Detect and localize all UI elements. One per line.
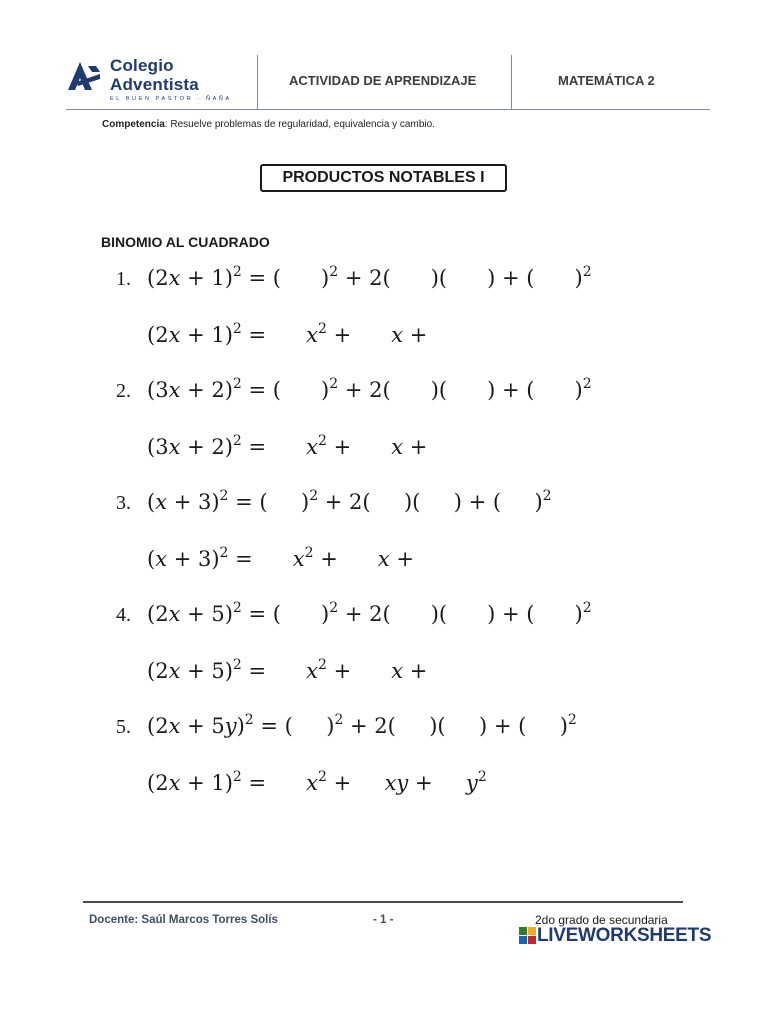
header-divider [257, 55, 258, 109]
header-rule [66, 109, 710, 110]
logo-text-adventista: Adventista [110, 75, 199, 94]
exercise-3-result: $(x + 3)^2$ = $x^2$ + x + [147, 545, 415, 571]
footer-rule [83, 901, 683, 903]
page-number: - 1 - [373, 914, 394, 926]
exercise-4-expansion: $(2x + 5)^2$ = ( )$^2$ + 2( )( ) + ( )$^2$ [147, 600, 592, 626]
school-logo-icon [66, 60, 102, 92]
exercise-5-expansion: $(2x + 5y)^2$ = ( )$^2$ + 2( )( ) + ( )$^2$ [147, 712, 577, 738]
logo-tagline: EL BUEN PASTOR · ÑAÑA [110, 96, 232, 102]
exercise-1-number: 1. [116, 268, 131, 290]
exercise-3-expansion: $(x + 3)^2$ = ( )$^2$ + 2( )( ) + ( )$^2$ [147, 488, 552, 514]
competencia-text: : Resuelve problemas de regularidad, equivalencia y cambio. [164, 119, 435, 130]
exercise-5-result: $(2x + 1)^2$ = $x^2$ + xy + $y^2$ [147, 769, 487, 795]
exercise-4-number: 4. [116, 604, 131, 626]
teacher-name: Docente: Saúl Marcos Torres Solís [89, 914, 278, 926]
exercise-3-number: 3. [116, 492, 131, 514]
logo-text-colegio: Colegio [110, 56, 174, 75]
exercise-1-expansion: $(2x + 1)^2$ = ( )$^2$ + 2( )( ) + ( )$^2$ [147, 264, 592, 290]
exercise-2-expansion: $(3x + 2)^2$ = ( )$^2$ + 2( )( ) + ( )$^2$ [147, 376, 592, 402]
exercise-5-number: 5. [116, 716, 131, 738]
worksheet-title: PRODUCTOS NOTABLES I [260, 164, 507, 192]
exercise-2-number: 2. [116, 380, 131, 402]
header-divider [511, 55, 512, 109]
liveworksheets-watermark: LIVEWORKSHEETS [537, 925, 712, 946]
competencia-line [102, 119, 435, 130]
activity-title: ACTIVIDAD DE APRENDIZAJE [289, 73, 477, 88]
subject-title: MATEMÁTICA 2 [558, 73, 655, 88]
liveworksheets-logo-icon [519, 927, 536, 944]
exercise-1-result: $(2x + 1)^2$ = $x^2$ + x + [147, 321, 428, 347]
exercise-2-result: $(3x + 2)^2$ = $x^2$ + x + [147, 433, 428, 459]
competencia-label: Competencia [102, 119, 165, 130]
exercise-4-result: $(2x + 5)^2$ = $x^2$ + x + [147, 657, 428, 683]
grade-label: 2do grado de secundaria [535, 913, 668, 927]
section-heading: BINOMIO AL CUADRADO [101, 234, 270, 250]
